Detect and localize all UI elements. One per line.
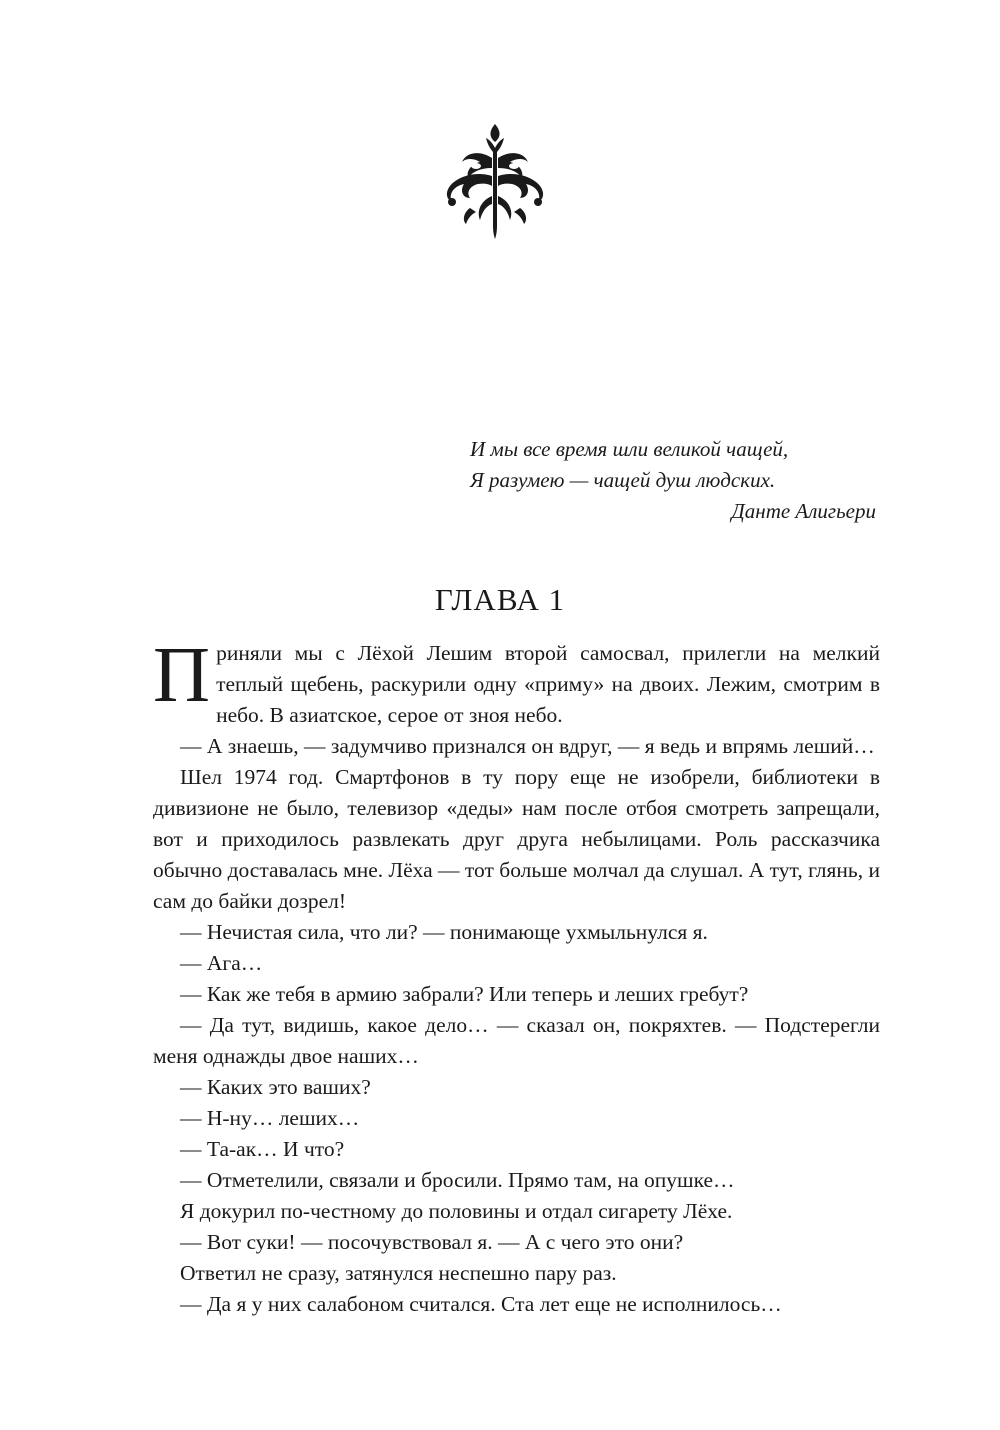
epigraph-line: И мы все время шли великой чащей, [470,437,789,461]
epigraph-author: Данте Алигьери [731,499,876,523]
paragraph: — Ага… [180,951,263,975]
paragraph: — Вот суки! — посочувствовал я. — А с чего это они? [180,1230,684,1254]
paragraph-text: риняли мы с Лёхой Лешим второй самосвал, прилегли на мелкий теплый щебень, раскурили одну «приму» на двоих. Лежим, смотрим в небо. В азиатское, серое от зноя небо. [216,641,880,727]
paragraph: — Н-ну… леших… [180,1106,360,1130]
paragraph: — Как же тебя в армию забрали? Или теперь и леших гребут? [180,982,749,1006]
paragraph: Я докурил по-честному до половины и отдал сигарету Лёхе. [180,1199,733,1223]
drop-cap: П [153,632,211,719]
epigraph-line: Я разумею — чащей душ людских. [470,468,776,492]
paragraph [153,632,880,731]
paragraph: — Та-ак… И что? [180,1137,345,1161]
chapter-title: ГЛАВА 1 [434,582,566,617]
chapter-body [153,632,880,1320]
paragraph: Ответил не сразу, затянулся неспешно пару раз. [180,1261,617,1285]
paragraph: — Нечистая сила, что ли? — понимающе ухмыльнулся я. [180,920,708,944]
paragraph: Шел 1974 год. Смартфонов в ту пору еще не изобрели, библиотеки в дивизионе не было, телевизор «деды» нам после отбоя смотреть запрещали, вот и приходилось развлекать друг друга небылицами. Роль рассказчика обычно доставалась мне. Лёха — тот больше молчал да слушал. А тут, глянь, и сам до байки дозрел! [153,765,880,913]
floral-ornament-icon [440,122,550,240]
paragraph: — А знаешь, — задумчиво признался он вдруг, — я ведь и впрямь леший… [180,734,875,758]
paragraph: — Отметелили, связали и бросили. Прямо там, на опушке… [180,1168,735,1192]
paragraph: — Да тут, видишь, какое дело… — сказал он, покряхтев. — Подстерегли меня однажды двое наших… [153,1013,880,1068]
epigraph [470,434,880,527]
paragraph: — Да я у них салабоном считался. Ста лет еще не исполнилось… [180,1292,782,1316]
paragraph: — Каких это ваших? [180,1075,371,1099]
